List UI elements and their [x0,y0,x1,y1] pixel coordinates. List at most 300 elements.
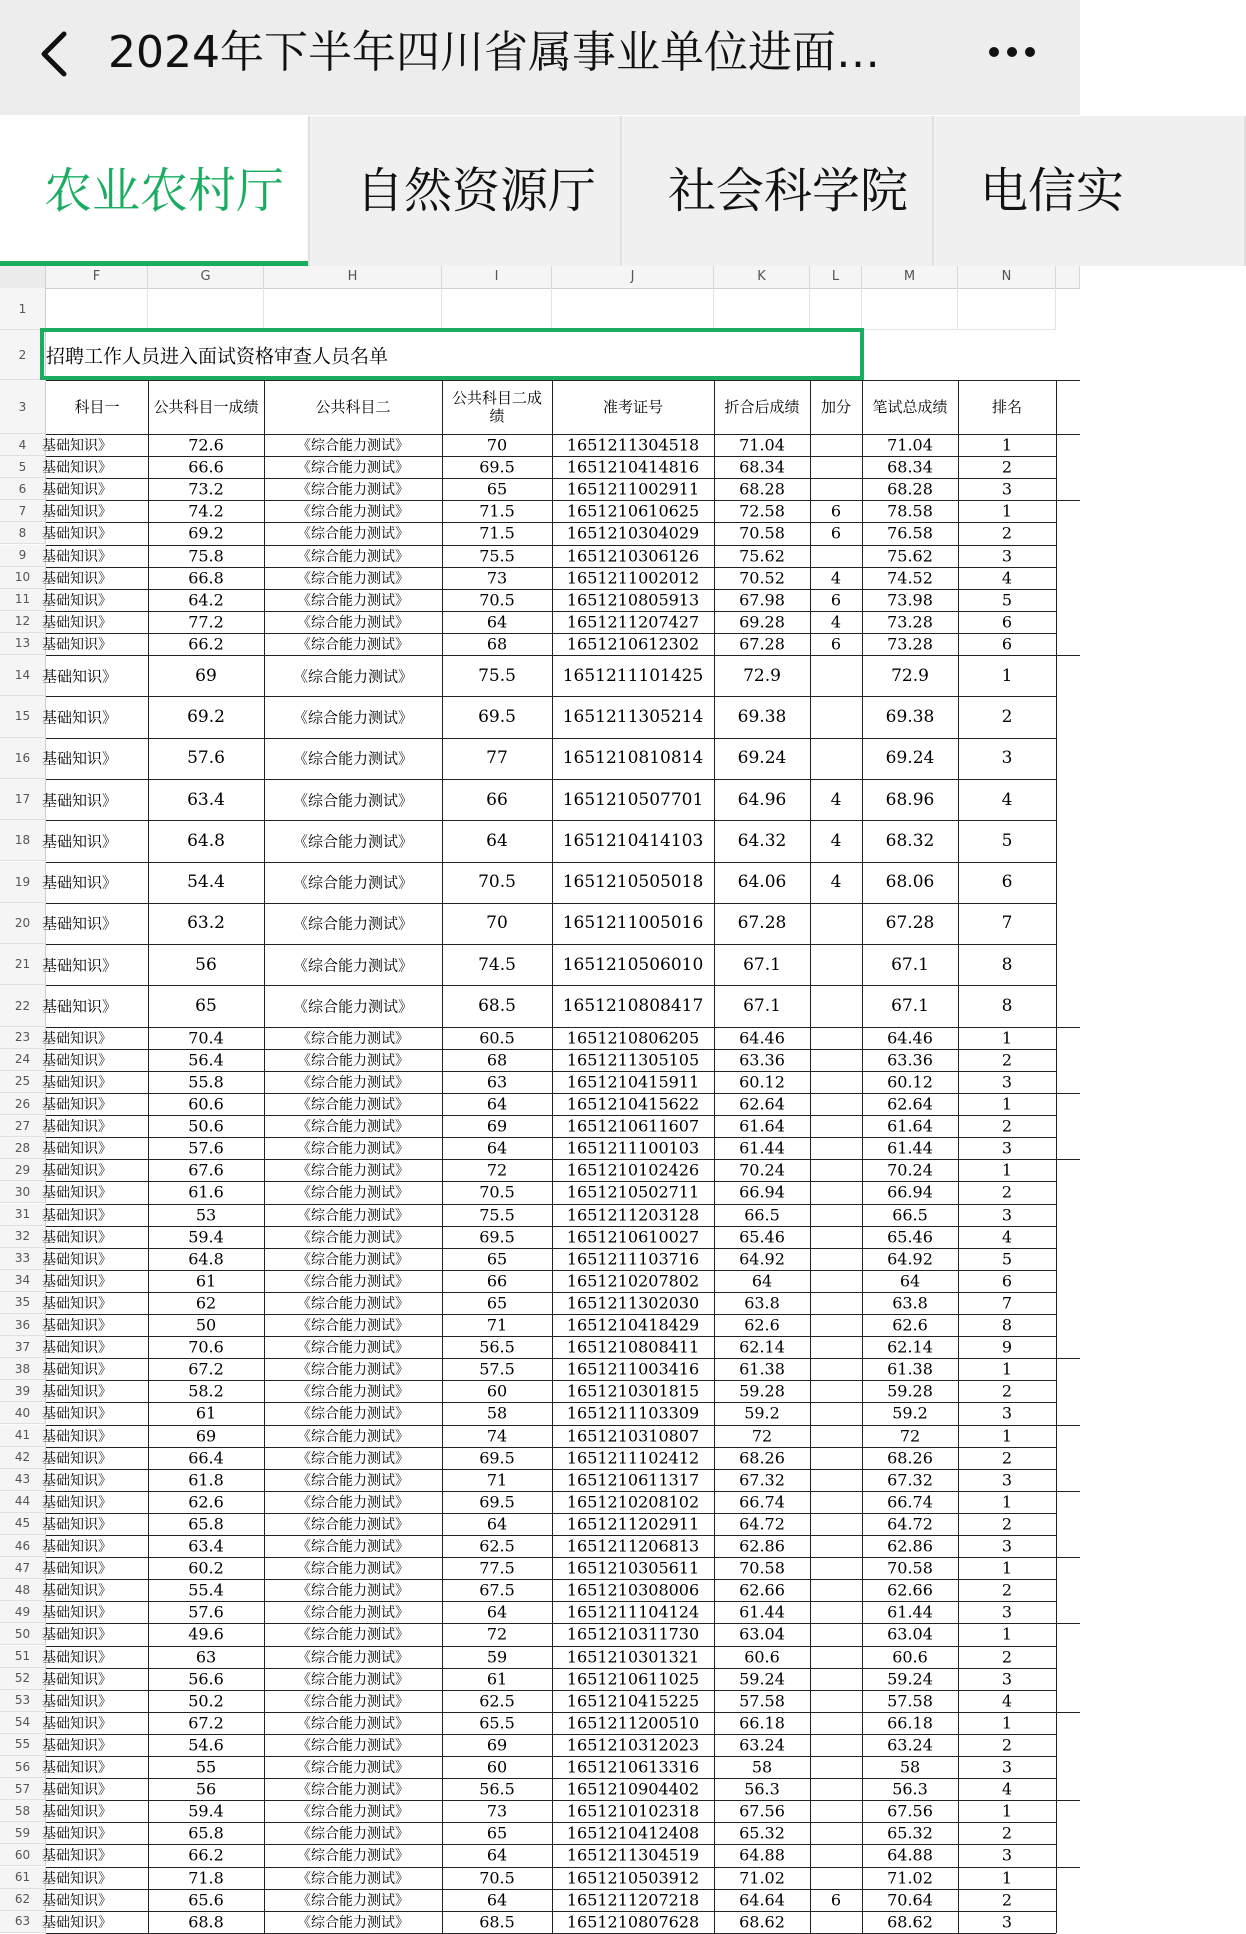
table-cell[interactable] [148,738,264,779]
table-cell[interactable] [714,1579,810,1601]
table-cell[interactable] [442,1402,552,1424]
table-cell[interactable] [264,1911,442,1933]
table-cell[interactable] [810,1071,862,1093]
column-title-cell[interactable] [148,380,264,434]
row-header-30[interactable] [0,1181,46,1203]
table-cell[interactable] [958,820,1056,861]
table-cell[interactable] [148,1822,264,1844]
table-cell[interactable] [42,1093,148,1115]
table-cell[interactable] [810,1579,862,1601]
table-cell[interactable] [442,434,552,456]
table-cell[interactable] [714,567,810,589]
table-cell[interactable] [442,1358,552,1380]
table-cell[interactable] [958,611,1056,633]
table-cell[interactable] [552,1867,714,1889]
table-cell[interactable] [552,1115,714,1137]
table-cell[interactable] [714,1690,810,1712]
table-cell[interactable] [42,1159,148,1181]
table-cell[interactable] [714,1027,810,1049]
table-cell[interactable] [958,522,1056,544]
table-cell[interactable] [264,1579,442,1601]
table-cell[interactable] [148,500,264,522]
tab-agriculture[interactable] [0,116,310,266]
table-cell[interactable] [862,1336,958,1358]
table-cell[interactable] [714,1181,810,1203]
empty-cell[interactable] [552,288,714,330]
table-cell[interactable] [42,1778,148,1800]
table-cell[interactable] [42,1623,148,1645]
table-cell[interactable] [42,1734,148,1756]
table-cell[interactable] [552,1314,714,1336]
table-cell[interactable] [148,1734,264,1756]
table-cell[interactable] [810,1734,862,1756]
table-cell[interactable] [442,1248,552,1270]
table-cell[interactable] [810,944,862,985]
table-cell[interactable] [862,434,958,456]
table-cell[interactable] [958,1181,1056,1203]
table-cell[interactable] [714,545,810,567]
table-cell[interactable] [264,1071,442,1093]
table-cell[interactable] [42,456,148,478]
table-cell[interactable] [552,985,714,1026]
table-cell[interactable] [148,522,264,544]
table-cell[interactable] [552,1844,714,1866]
table-cell[interactable] [148,1867,264,1889]
table-cell[interactable] [148,1447,264,1469]
column-title-cell[interactable] [810,380,862,434]
table-cell[interactable] [552,1049,714,1071]
table-cell[interactable] [862,1270,958,1292]
table-cell[interactable] [442,696,552,737]
table-cell[interactable] [958,1800,1056,1822]
table-cell[interactable] [42,589,148,611]
table-cell[interactable] [714,1093,810,1115]
empty-cell[interactable] [46,288,148,330]
table-cell[interactable] [42,478,148,500]
table-cell[interactable] [862,589,958,611]
table-cell[interactable] [714,1292,810,1314]
table-cell[interactable] [552,1402,714,1424]
table-cell[interactable] [714,589,810,611]
table-cell[interactable] [862,820,958,861]
table-cell[interactable] [958,779,1056,820]
row-header-42[interactable] [0,1447,46,1469]
table-cell[interactable] [552,696,714,737]
table-cell[interactable] [42,1248,148,1270]
table-cell[interactable] [862,779,958,820]
table-cell[interactable] [862,696,958,737]
table-cell[interactable] [552,1800,714,1822]
table-cell[interactable] [552,1623,714,1645]
table-cell[interactable] [714,1314,810,1336]
table-cell[interactable] [42,1137,148,1159]
table-cell[interactable] [714,1115,810,1137]
table-cell[interactable] [714,611,810,633]
table-cell[interactable] [552,655,714,696]
table-cell[interactable] [714,1159,810,1181]
table-cell[interactable] [714,434,810,456]
table-cell[interactable] [714,1734,810,1756]
table-cell[interactable] [442,1734,552,1756]
table-cell[interactable] [442,1027,552,1049]
table-cell[interactable] [862,1579,958,1601]
table-cell[interactable] [714,1601,810,1623]
table-cell[interactable] [264,985,442,1026]
table-cell[interactable] [958,1115,1056,1137]
table-cell[interactable] [148,696,264,737]
table-cell[interactable] [442,903,552,944]
table-cell[interactable] [42,1491,148,1513]
table-cell[interactable] [442,655,552,696]
table-cell[interactable] [42,611,148,633]
table-cell[interactable] [264,1646,442,1668]
table-cell[interactable] [714,1822,810,1844]
table-cell[interactable] [862,1248,958,1270]
table-cell[interactable] [442,1756,552,1778]
table-cell[interactable] [148,1402,264,1424]
table-cell[interactable] [552,1690,714,1712]
table-cell[interactable] [442,522,552,544]
table-cell[interactable] [148,1535,264,1557]
table-cell[interactable] [714,478,810,500]
table-cell[interactable] [442,1668,552,1690]
table-cell[interactable] [958,1579,1056,1601]
row-header-3[interactable] [0,380,46,434]
table-cell[interactable] [264,500,442,522]
table-cell[interactable] [862,1844,958,1866]
table-cell[interactable] [442,1469,552,1491]
table-cell[interactable] [862,1159,958,1181]
back-button[interactable] [28,24,88,84]
row-header-39[interactable] [0,1380,46,1402]
row-header-10[interactable] [0,567,46,589]
table-cell[interactable] [714,1513,810,1535]
column-title-cell[interactable] [442,380,552,434]
table-cell[interactable] [148,1800,264,1822]
table-cell[interactable] [862,633,958,655]
column-header-G[interactable]: G [148,266,264,288]
table-cell[interactable] [958,1646,1056,1668]
table-cell[interactable] [552,1513,714,1535]
table-cell[interactable] [552,589,714,611]
table-cell[interactable] [442,1093,552,1115]
table-cell[interactable] [862,1601,958,1623]
table-cell[interactable] [148,1557,264,1579]
table-cell[interactable] [42,1557,148,1579]
row-header-6[interactable] [0,478,46,500]
table-cell[interactable] [810,1380,862,1402]
table-cell[interactable] [552,1380,714,1402]
table-cell[interactable] [264,1800,442,1822]
table-cell[interactable] [810,1447,862,1469]
row-header-35[interactable] [0,1292,46,1314]
table-cell[interactable] [714,1646,810,1668]
table-cell[interactable] [442,1690,552,1712]
table-cell[interactable] [264,779,442,820]
table-cell[interactable] [42,1690,148,1712]
table-cell[interactable] [810,456,862,478]
table-cell[interactable] [862,1469,958,1491]
table-cell[interactable] [958,1314,1056,1336]
table-cell[interactable] [442,1336,552,1358]
column-header-K[interactable]: K [714,266,810,288]
table-cell[interactable] [862,567,958,589]
more-button[interactable] [972,22,1052,82]
table-cell[interactable] [714,1800,810,1822]
table-cell[interactable] [552,1822,714,1844]
table-cell[interactable] [148,1270,264,1292]
table-cell[interactable] [552,1292,714,1314]
table-cell[interactable] [862,1778,958,1800]
table-cell[interactable] [958,589,1056,611]
table-cell[interactable] [264,1601,442,1623]
table-cell[interactable] [552,1270,714,1292]
table-cell[interactable] [148,611,264,633]
table-cell[interactable] [552,903,714,944]
row-header-25[interactable] [0,1071,46,1093]
table-cell[interactable] [862,1867,958,1889]
table-cell[interactable] [810,1314,862,1336]
table-cell[interactable] [552,944,714,985]
table-cell[interactable] [810,903,862,944]
table-cell[interactable] [42,567,148,589]
table-cell[interactable] [958,1756,1056,1778]
table-cell[interactable] [264,611,442,633]
table-cell[interactable] [810,1181,862,1203]
table-cell[interactable] [714,1712,810,1734]
row-header-21[interactable] [0,944,46,985]
table-cell[interactable] [810,1800,862,1822]
table-cell[interactable] [862,1380,958,1402]
table-cell[interactable] [442,1557,552,1579]
table-cell[interactable] [862,1204,958,1226]
table-cell[interactable] [264,1402,442,1424]
table-cell[interactable] [442,1491,552,1513]
table-cell[interactable] [42,738,148,779]
row-header-45[interactable] [0,1513,46,1535]
table-cell[interactable] [552,1358,714,1380]
table-cell[interactable] [148,1093,264,1115]
table-cell[interactable] [264,633,442,655]
column-header-N[interactable]: N [958,266,1056,288]
row-header-56[interactable] [0,1756,46,1778]
table-cell[interactable] [810,1270,862,1292]
table-cell[interactable] [810,1491,862,1513]
table-cell[interactable] [862,1734,958,1756]
table-cell[interactable] [862,1292,958,1314]
table-cell[interactable] [862,1623,958,1645]
table-cell[interactable] [442,820,552,861]
table-cell[interactable] [958,1270,1056,1292]
row-header-5[interactable] [0,456,46,478]
table-cell[interactable] [862,478,958,500]
row-header-57[interactable] [0,1778,46,1800]
table-cell[interactable] [264,456,442,478]
table-cell[interactable] [714,1535,810,1557]
table-cell[interactable] [958,1889,1056,1911]
table-cell[interactable] [148,1601,264,1623]
table-cell[interactable] [148,1380,264,1402]
table-cell[interactable] [442,1712,552,1734]
row-header-1[interactable] [0,288,46,330]
table-cell[interactable] [958,1248,1056,1270]
table-cell[interactable] [552,1159,714,1181]
table-cell[interactable] [552,1071,714,1093]
table-cell[interactable] [42,1425,148,1447]
table-cell[interactable] [442,1778,552,1800]
table-cell[interactable] [42,1071,148,1093]
table-cell[interactable] [552,1204,714,1226]
table-cell[interactable] [148,862,264,903]
table-cell[interactable] [148,1049,264,1071]
table-cell[interactable] [442,1800,552,1822]
table-cell[interactable] [442,611,552,633]
table-cell[interactable] [714,1447,810,1469]
table-cell[interactable] [264,1535,442,1557]
table-cell[interactable] [442,545,552,567]
table-cell[interactable] [958,1734,1056,1756]
table-cell[interactable] [42,1535,148,1557]
table-cell[interactable] [958,1668,1056,1690]
row-header-59[interactable] [0,1822,46,1844]
table-cell[interactable] [552,1336,714,1358]
table-cell[interactable] [442,1579,552,1601]
table-cell[interactable] [714,1425,810,1447]
table-cell[interactable] [714,903,810,944]
row-header-15[interactable] [0,696,46,737]
table-cell[interactable] [810,1646,862,1668]
row-header-11[interactable] [0,589,46,611]
table-cell[interactable] [862,456,958,478]
table-cell[interactable] [42,500,148,522]
table-cell[interactable] [958,1336,1056,1358]
table-cell[interactable] [552,1027,714,1049]
table-cell[interactable] [810,1425,862,1447]
table-cell[interactable] [264,1159,442,1181]
table-cell[interactable] [958,1535,1056,1557]
table-cell[interactable] [42,434,148,456]
table-cell[interactable] [862,985,958,1026]
table-cell[interactable] [862,1425,958,1447]
table-cell[interactable] [552,1093,714,1115]
row-header-41[interactable] [0,1425,46,1447]
row-header-26[interactable] [0,1093,46,1115]
spreadsheet[interactable] [0,266,1080,1932]
table-cell[interactable] [442,1270,552,1292]
table-cell[interactable] [148,779,264,820]
table-cell[interactable] [810,1226,862,1248]
table-cell[interactable] [264,1889,442,1911]
table-cell[interactable] [958,903,1056,944]
table-cell[interactable] [552,611,714,633]
row-header-8[interactable] [0,522,46,544]
table-cell[interactable] [714,696,810,737]
empty-cell[interactable] [862,288,958,330]
table-cell[interactable] [264,522,442,544]
table-cell[interactable] [442,633,552,655]
row-header-16[interactable] [0,738,46,779]
row-header-58[interactable] [0,1800,46,1822]
table-cell[interactable] [810,1513,862,1535]
table-cell[interactable] [552,1491,714,1513]
row-header-32[interactable] [0,1226,46,1248]
table-cell[interactable] [148,1248,264,1270]
table-cell[interactable] [714,738,810,779]
table-cell[interactable] [442,567,552,589]
row-header-20[interactable] [0,903,46,944]
table-cell[interactable] [810,1292,862,1314]
row-header-61[interactable] [0,1867,46,1889]
table-cell[interactable] [42,1889,148,1911]
table-cell[interactable] [148,478,264,500]
table-cell[interactable] [42,1380,148,1402]
table-cell[interactable] [810,1844,862,1866]
table-cell[interactable] [264,1513,442,1535]
table-cell[interactable] [862,1137,958,1159]
table-cell[interactable] [264,1822,442,1844]
table-cell[interactable] [42,1292,148,1314]
table-cell[interactable] [714,1270,810,1292]
row-header-17[interactable] [0,779,46,820]
row-header-12[interactable] [0,611,46,633]
table-cell[interactable] [862,1402,958,1424]
table-cell[interactable] [714,1778,810,1800]
column-header-I[interactable]: I [442,266,552,288]
table-cell[interactable] [442,1822,552,1844]
table-cell[interactable] [714,633,810,655]
table-cell[interactable] [42,1469,148,1491]
table-cell[interactable] [148,1646,264,1668]
table-cell[interactable] [958,696,1056,737]
row-header-22[interactable] [0,985,46,1026]
table-cell[interactable] [442,1314,552,1336]
table-cell[interactable] [442,1226,552,1248]
table-cell[interactable] [862,1800,958,1822]
table-cell[interactable] [42,522,148,544]
table-cell[interactable] [264,1115,442,1137]
table-cell[interactable] [264,1248,442,1270]
table-cell[interactable] [862,1491,958,1513]
table-cell[interactable] [42,1402,148,1424]
table-cell[interactable] [148,1204,264,1226]
table-cell[interactable] [714,1911,810,1933]
table-cell[interactable] [552,500,714,522]
table-cell[interactable] [958,1358,1056,1380]
table-cell[interactable] [552,1646,714,1668]
table-cell[interactable] [862,944,958,985]
table-cell[interactable] [264,1447,442,1469]
row-header-7[interactable] [0,500,46,522]
table-cell[interactable] [862,1314,958,1336]
table-cell[interactable] [862,611,958,633]
table-cell[interactable] [810,1469,862,1491]
table-cell[interactable] [810,500,862,522]
row-header-34[interactable] [0,1270,46,1292]
table-cell[interactable] [958,1867,1056,1889]
row-header-18[interactable] [0,820,46,861]
column-title-cell[interactable] [264,380,442,434]
column-header-F[interactable]: F [46,266,148,288]
table-cell[interactable] [42,1336,148,1358]
table-cell[interactable] [958,1447,1056,1469]
table-cell[interactable] [442,1601,552,1623]
table-cell[interactable] [714,1867,810,1889]
table-cell[interactable] [148,1690,264,1712]
table-cell[interactable] [148,633,264,655]
column-header-H[interactable]: H [264,266,442,288]
table-cell[interactable] [810,1535,862,1557]
table-cell[interactable] [810,1137,862,1159]
